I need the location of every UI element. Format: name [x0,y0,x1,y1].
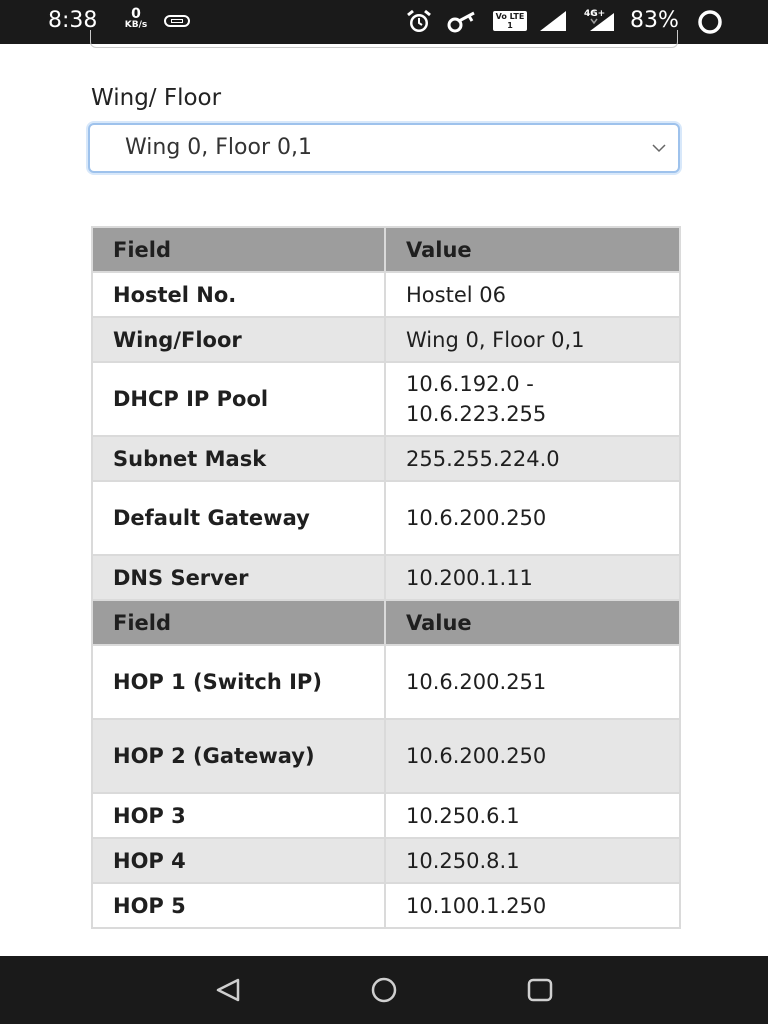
field-cell: DHCP IP Pool [92,362,385,436]
table-row [92,719,680,793]
network-type: 4G+ [584,9,606,19]
table-row [92,317,680,362]
table-row [92,436,680,481]
field-cell: HOP 2 (Gateway) [92,719,385,793]
chevron-down-icon [652,143,666,153]
wing-floor-selected-value: Wing 0, Floor 0,1 [125,135,312,160]
table-row [92,272,680,317]
value-cell: 10.6.200.251 [385,645,680,719]
field-cell: HOP 1 (Switch IP) [92,645,385,719]
field-cell: Wing/Floor [92,317,385,362]
column-header-field: Field [92,600,385,645]
volte-icon [493,11,527,39]
table-header-row [92,227,680,272]
battery-icon [697,9,723,35]
column-header-value: Value [385,600,680,645]
value-cell: Hostel 06 [385,272,680,317]
value-cell: Wing 0, Floor 0,1 [385,317,680,362]
navigation-bar [0,956,768,1024]
net-speed [118,7,154,30]
battery-level: 83% [630,8,679,33]
wing-floor-label: Wing/ Floor [91,85,222,111]
value-cell: 10.6.200.250 [385,481,680,555]
field-cell: DNS Server [92,555,385,600]
table-header-row [92,600,680,645]
value-cell: 10.200.1.11 [385,555,680,600]
value-cell: 10.250.8.1 [385,838,680,883]
network-info-table-body [92,227,680,928]
column-header-field: Field [92,227,385,272]
value-cell: 10.6.192.0 - 10.6.223.255 [385,362,680,436]
volte-line-1: Vo LTE 1 [495,12,525,30]
back-icon[interactable] [212,976,244,1004]
field-cell: Subnet Mask [92,436,385,481]
net-speed-unit: KB/s [124,20,148,30]
field-cell: HOP 5 [92,883,385,928]
table-row [92,793,680,838]
value-cell: 10.100.1.250 [385,883,680,928]
volte-line-2: LTE 2 [498,30,522,39]
field-cell: HOP 3 [92,793,385,838]
home-icon[interactable] [368,976,400,1004]
value-cell: 10.6.200.250 [385,719,680,793]
value-cell: 255.255.224.0 [385,436,680,481]
value-cell: 10.250.6.1 [385,793,680,838]
field-cell: Default Gateway [92,481,385,555]
wing-floor-select[interactable] [88,123,680,173]
table-row [92,838,680,883]
table-row [92,555,680,600]
previous-field-edge [90,30,678,48]
column-header-value: Value [385,227,680,272]
field-cell: Hostel No. [92,272,385,317]
network-info-table [91,226,681,929]
table-row [92,481,680,555]
table-row [92,645,680,719]
table-row [92,883,680,928]
table-row [92,362,680,436]
net-speed-value: 0 [131,6,141,22]
recent-apps-icon[interactable] [524,976,556,1004]
battery-saver-icon [164,15,190,27]
field-cell: HOP 4 [92,838,385,883]
clock: 8:38 [48,8,98,33]
